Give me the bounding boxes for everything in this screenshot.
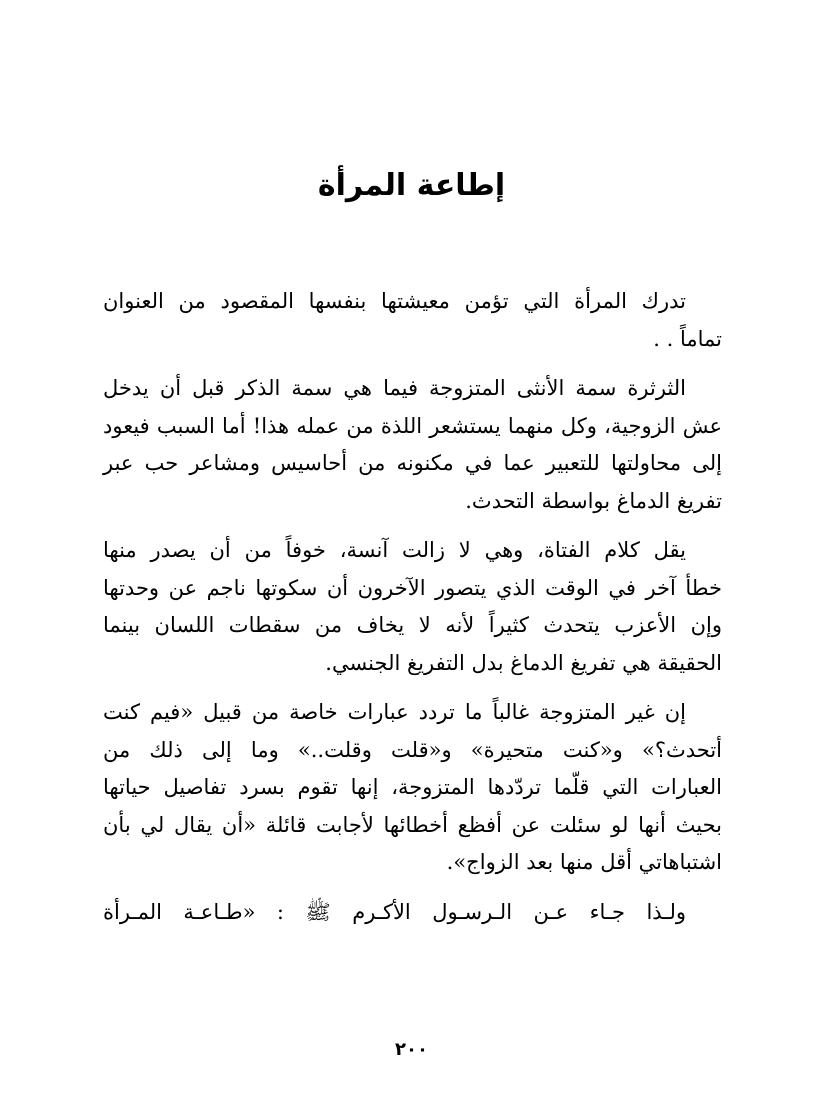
text-line: اشتباهاتي أقل منها بعد الزواج». [446,850,722,874]
paragraph-1 [103,283,722,358]
page-number: ٢٠٠ [395,1039,428,1060]
text-line: تفريغ الدماغ بواسطة التحدث. [465,488,722,513]
text-line: أتحدث؟» و«كنت متحيرة» و«قلت وقلت..» وما إلى ذلك من [103,737,722,762]
text-line: الحقيقة هي تفريغ الدماغ بدل التفريغ الجنسي. [325,650,722,675]
text-line: بحيث أنها لو سئلت عن أفظع أخطائها لأجابت قائلة «أن يقال لي بأن [103,812,722,837]
paragraph-2 [103,370,722,520]
text-line: ولـذا جـاء عـن الـرسـول الأكـرم ﷺ : «طـاعـة المـرأة [103,899,686,924]
paragraph-3 [103,532,722,682]
text-line: تدرك المرأة التي تؤمن معيشتها بنفسها المقصود من العنوان [103,289,686,313]
text-line: إن غير المتزوجة غالباً ما تردد عبارات خاصة من قبيل «فيم كنت [103,700,686,724]
body-text [103,283,722,943]
paragraph-5 [103,894,722,932]
text-line: خطأ آخر في الوقت الذي يتصور الآخرون أن سكوتها ناجم عن وحدتها [103,575,722,600]
text-line: وإن الأعزب يتحدث كثيراً لأنه لا يخاف من سقطات اللسان بينما [103,613,722,637]
text-line: الثرثرة سمة الأنثى المتزوجة فيما هي سمة الذكر قبل أن يدخل [103,376,686,400]
chapter-title: إطاعة المرأة [317,168,506,203]
text-line: العبارات التي قلّما تردّدها المتزوجة، إنها تقوم بسرد تفاصيل حياتها [103,775,722,799]
text-line: عش الزوجية، وكل منهما يستشعر اللذة من عمله هذا! أما السبب فيعود [103,413,722,438]
paragraph-4 [103,694,722,882]
text-line: إلى محاولتها للتعبير عما في مكنونه من أحاسيس ومشاعر حب عبر [103,451,722,475]
text-line: يقل كلام الفتاة، وهي لا زالت آنسة، خوفاً من أن يصدر منها [103,538,686,562]
text-line: تماماً . . [653,326,722,351]
